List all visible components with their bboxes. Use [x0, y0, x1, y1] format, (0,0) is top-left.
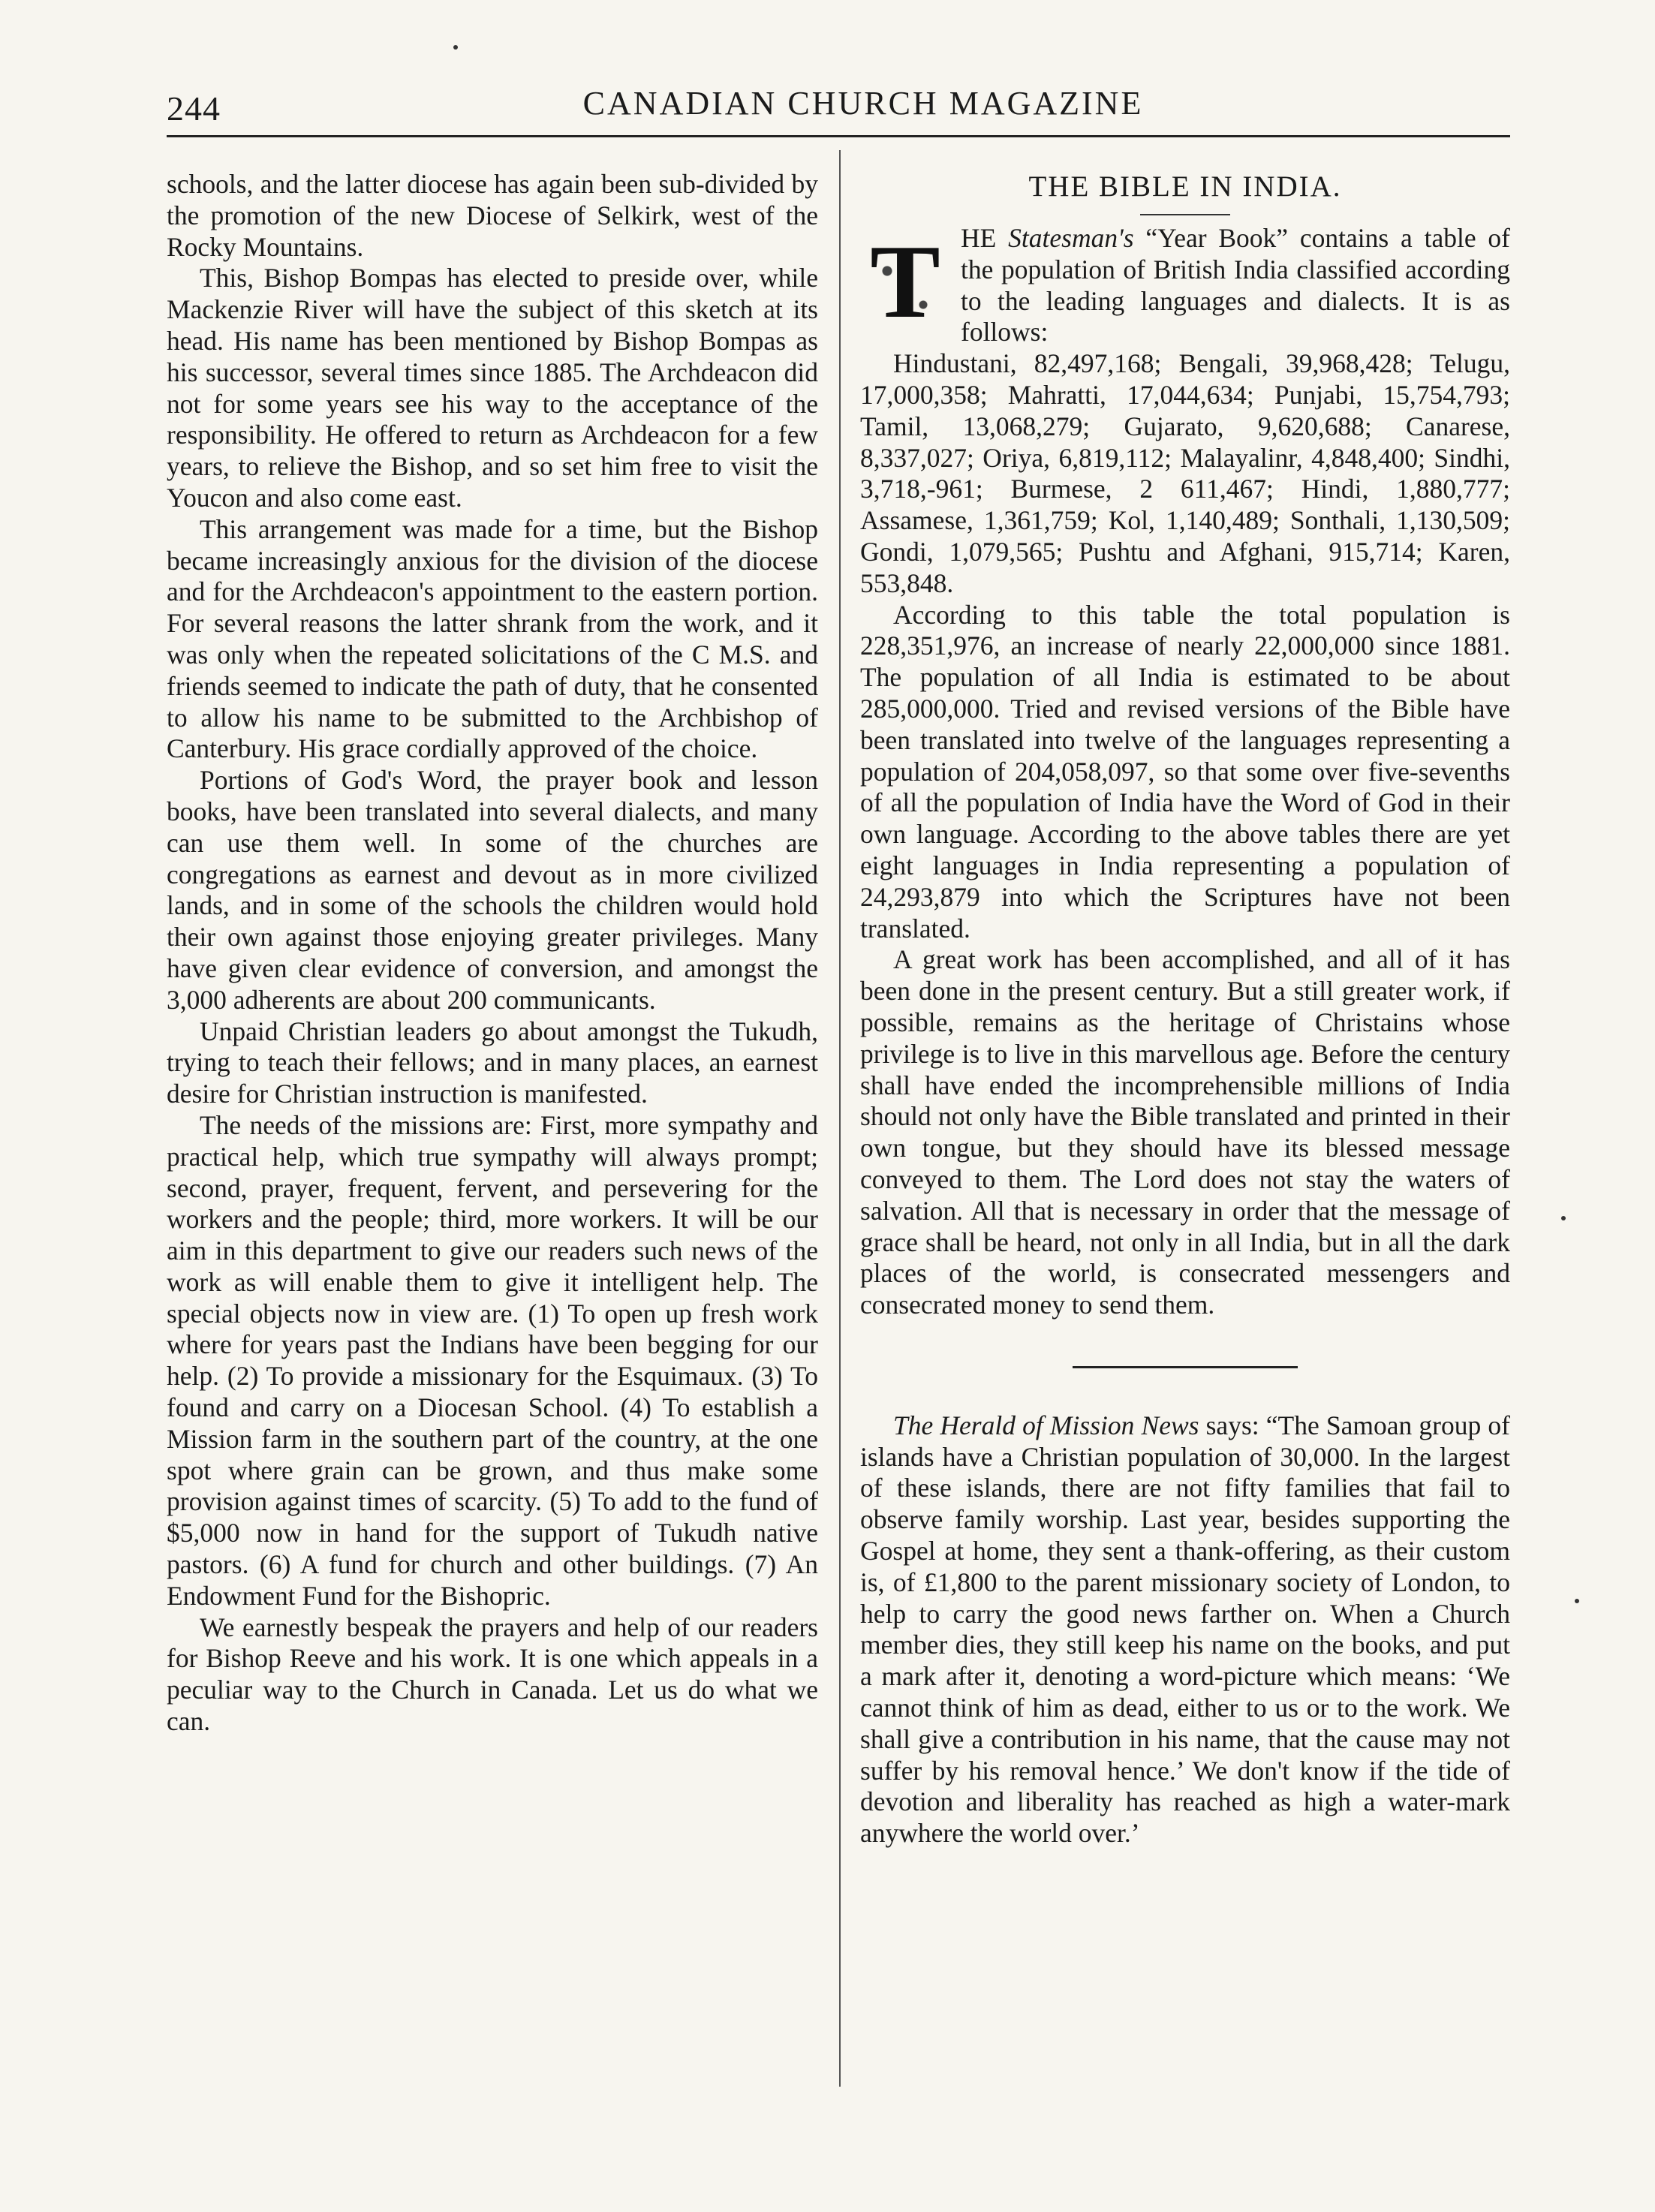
- title-rule: [1140, 214, 1230, 215]
- margin-speck: [1575, 1599, 1579, 1603]
- left-paragraph-6: The needs of the missions are: First, more sympathy and practical help, which true sympathy will always prompt; second, prayer, frequent, fervent, and persevering for the workers and the people; third, more workers. It will be our aim in this department to give our readers such news of the work as will enable them to give it intelligent help. The special objects now in view are. (1) To open up fresh work where for years past the Indians have been begging for our help. (2) To provide a missionary for the Esquimaux. (3) To found and carry on a Diocesan School. (4) To establish a Mission farm in the southern part of the country, at the one spot where grain can be grown, and thus make some provision against times of scarcity. (5) To add to the fund of $5,000 now in hand for the support of Tukudh native pastors. (6) A fund for church and other buildings. (7) An Endowment Fund for the Bishopric.: [167, 1109, 818, 1611]
- left-paragraph-3: This arrangement was made for a time, but the Bishop became increasingly anxious for the division of the diocese and for the Archdeacon's appointment to the eastern portion. For several reasons the latter shrank from the work, and it was only when the repeated solicitations of the C M.S. and friends seemed to indicate the path of duty, that he consented to allow his name to be submitted to the Archbishop of Canterbury. His grace cordially approved of the choice.: [167, 513, 818, 764]
- section-separator: [1073, 1366, 1298, 1368]
- intro-paragraph: [860, 223, 1510, 348]
- intro-rest: HE: [961, 223, 1009, 253]
- statesman-title: Statesman's: [1008, 223, 1134, 253]
- left-paragraph-2: This, Bishop Bompas has elected to preside over, while Mackenzie River will have the subject of this sketch at its head. His name has been mentioned by Bishop Bompas as his successor, several times since 1885. The Archdeacon did not for some years see his way to the acceptance of the responsibility. He offered to return as Archdeacon for a few years, to relieve the Bishop, and so set him free to visit the Youcon and also come east.: [167, 263, 818, 513]
- right-paragraph-1: According to this table the total population is 228,351,976, an increase of nearly 22,000,000 since 1881. The population of all India is estimated to be about 285,000,000. Tried and revised versions of the Bible have been translated into twelve of the languages representing a population of 204,058,097, so that some over five-sevenths of all the population of India have the Word of God in their own language. According to the above tables there are yet eight languages in India representing a population of 24,293,879 into which the Scriptures have not been translated.: [860, 599, 1510, 943]
- running-head: CANADIAN CHURCH MAGAZINE: [582, 85, 1144, 122]
- article-title: THE BIBLE IN INDIA.: [1028, 170, 1342, 203]
- right-column: [860, 169, 1510, 1849]
- left-paragraph-1: schools, and the latter diocese has again been sub-divided by the promotion of the new Diocese of Selkirk, west of the Rocky Mountains.: [167, 169, 818, 262]
- left-paragraph-7: We earnestly bespeak the prayers and help of our readers for Bishop Reeve and his work. It is one which appeals in a peculiar way to the Church in Canada. Let us do what we can.: [167, 1612, 818, 1737]
- left-paragraph-5: Unpaid Christian leaders go about amongst the Tukudh, trying to teach their fellows; and in many places, an earnest desire for Christian instruction is manifested.: [167, 1016, 818, 1109]
- margin-speck: [453, 45, 458, 50]
- left-column: [167, 169, 818, 1738]
- margin-speck: [1561, 1216, 1566, 1220]
- header-rule: [167, 135, 1510, 137]
- herald-text: says: “The Samoan group of islands have a Christian population of 30,000. In the largest of these islands, there are not fifty families that fail to observe family worship. Last year, besides supporting the Gospel at home, they sent a thank-offering, as their custom is, of £1,800 to the parent missionary society of London, to help to carry the good news farther on. When a Church member dies, they still keep his name on the books, and put a mark after it, denoting a word-picture which means: ‘We cannot think of him as dead, either to us or to the work. We shall give a contribution in his name, that the cause may not suffer by his removal hence.’ We don't know if the tide of devotion and liberality has reached as high a water-mark anywhere the world over.’: [860, 1410, 1510, 1849]
- column-divider: [839, 150, 841, 2087]
- page-number: 244: [167, 89, 221, 128]
- herald-title: The Herald of Mission News: [893, 1410, 1199, 1440]
- drop-cap-letter: T: [860, 226, 950, 339]
- intro-tail: “Year Book” contains a table of the population of British India classified according to the leading languages and dialects. It is as follows:: [961, 223, 1511, 348]
- left-paragraph-4: Portions of God's Word, the prayer book and lesson books, have been translated into several dialects, and many can use them well. In some of the churches are congregations as earnest and devout as in more civilized lands, and in some of the schools the children would hold their own against those enjoying greater privileges. Many have given clear evidence of conversion, and amongst the 3,000 adherents are about 200 communicants.: [167, 765, 818, 1015]
- languages-list: Hindustani, 82,497,168; Bengali, 39,968,428; Telugu, 17,000,358; Mahratti, 17,044,634; Punjabi, 15,754,793; Tamil, 13,068,279; Gujarato, 9,620,688; Canarese, 8,337,027; Oriya, 6,819,112; Malayalinr, 4,848,400; Sindhi, 3,718,-961; Burmese, 2 611,467; Hindi, 1,880,777; Assamese, 1,361,759; Kol, 1,140,489; Sonthali, 1,130,509; Gondi, 1,079,565; Pushtu and Afghani, 915,714; Karen, 553,848.: [860, 348, 1510, 598]
- right-paragraph-2: A great work has been accomplished, and all of it has been done in the present century. But a still greater work, if possible, remains as the heritage of Christains whose privilege is to live in this marvellous age. Before the century shall have ended the incomprehensible millions of India should not only have the Bible translated and printed in their own tongue, but they should have its blessed message conveyed to them. The Lord does not stay the waters of salvation. All that is necessary in order that the message of grace shall be heard, not only in all India, but in all the dark places of the world, is consecrated messengers and consecrated money to send them.: [860, 944, 1510, 1320]
- herald-paragraph: [860, 1410, 1510, 1849]
